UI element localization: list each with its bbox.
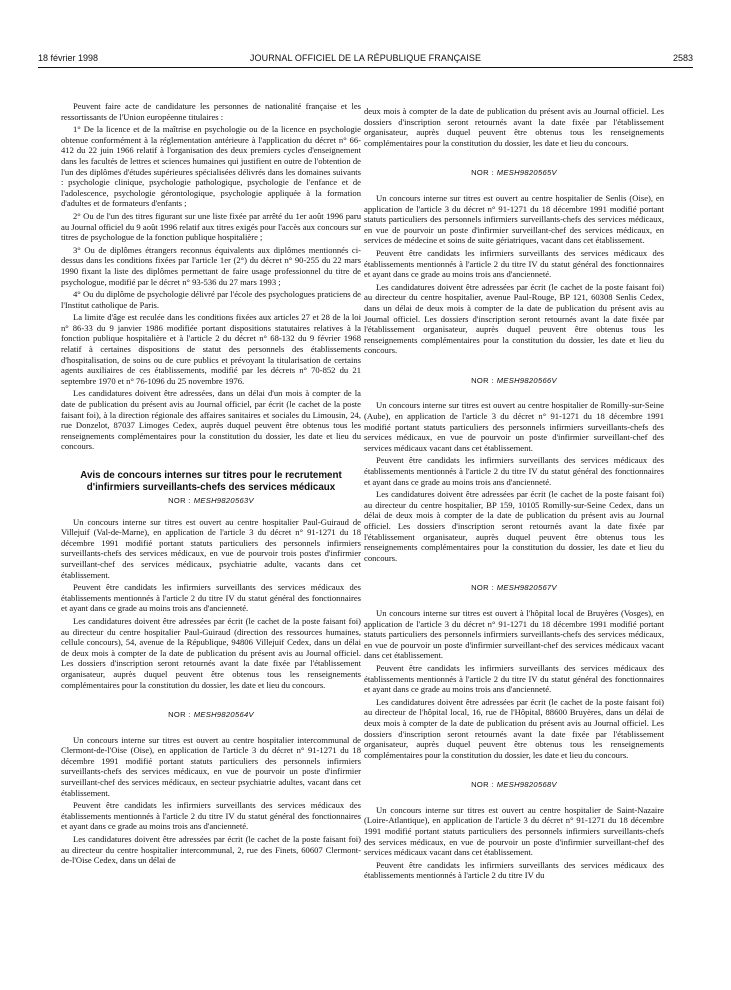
- paragraph: Les candidatures doivent être adressées par écrit (le cachet de la poste faisant foi) au directeur du centre hospitalier Paul-Guiraud (direction des ressources humaines, cellule concours), 54, avenue de la République, 94806 Villejuif Cedex, dans un délai de deux mois à compter de la date de publication du présent avis au Journal officiel. Les dossiers d'inscription seront retournés avant la date fixée par l'établissement organisateur, auprès duquel peuvent être obtenus tous les renseignements complémentaires pour la constitution du dossier, les date et lieu du concours.: [61, 615, 361, 690]
- paragraph: La limite d'âge est reculée dans les conditions fixées aux articles 27 et 28 de la loi n° 86-33 du 9 janvier 1986 modifiée portant dispositions statutaires relatives à la fonction publique hospitalière et à l'article 2 du décret n° 68-132 du 9 février 1968 relatif à certaines dispositions de statut des personnels des établissements d'hospitalisation, de soins ou de cure publics et prévoyant la titularisation de certains agents auxiliaires de ces établissements, modifié par les décrets n° 70-852 du 21 septembre 1970 et n° 76-1096 du 25 novembre 1976.: [61, 312, 361, 386]
- nor-reference: [61, 496, 361, 507]
- paragraph: Les candidatures doivent être adressées par écrit (le cachet de la poste faisant foi) au directeur du centre hospitalier, avenue Paul-Rouge, BP 121, 60308 Senlis Cedex, dans un délai de deux mois à compter de la date de publication du présent avis au Journal officiel. Les dossiers d'inscription seront retournés avant la date fixée par l'établissement organisateur, auprès duquel peuvent être obtenus tous les renseignements complémentaires pour la constitution du dossier, les date et lieu du concours.: [364, 281, 664, 356]
- nor-reference: [364, 376, 664, 387]
- paragraph: Peuvent être candidats les infirmiers surveillants des services médicaux des établissements mentionnés à l'article 2 du titre IV du: [364, 859, 664, 881]
- paragraph: Un concours interne sur titres est ouvert au centre hospitalier de Senlis (Oise), en application de l'article 3 du décret n° 91-1271 du 18 décembre 1991 modifié portant statuts particuliers des personnels infirmiers surveillants-chefs des services médicaux, en vue de pourvoir un poste d'infirmier surveillant-chef des services médicaux, en services de médecine et soins de suite gériatriques, vacant dans cet établissement.: [364, 192, 664, 246]
- paragraph: Un concours interne sur titres est ouvert au centre hospitalier de Romilly-sur-Seine (Aube), en application de l'article 3 du décret n° 91-1271 du 18 décembre 1991 modifié portant statuts particuliers des personnels infirmiers surveillants-chefs des services médicaux, en vue de pourvoir un poste d'infirmier surveillant-chef des services médicaux vacant dans cet établissement.: [364, 400, 664, 453]
- paragraph: 4° Ou du diplôme de psychologie délivré par l'école des psychologues praticiens de l'Institut catholique de Paris.: [61, 289, 361, 310]
- paragraph: Peuvent être candidats les infirmiers surveillants des services médicaux des établissements mentionnés à l'article 2 du titre IV du statut général des fonctionnaires et ayant dans ce grade au moins trois ans d'ancienneté.: [364, 662, 664, 695]
- paragraph: Un concours interne sur titres est ouvert au centre hospitalier Paul-Guiraud de Villejuif (Val-de-Marne), en application de l'article 3 du décret n° 91-1271 du 18 décembre 1991 modifié portant statuts particuliers des personnels infirmiers surveillants-chefs des services médicaux, en vue de pourvoir trois postes d'infirmier surveillant-chef des services médicaux, psychiatrie adulte, vacants dans cet établissement.: [61, 516, 361, 580]
- paragraph: deux mois à compter de la date de publication du présent avis au Journal officiel. Les dossiers d'inscription seront retournés avant la date fixée par l'établissement organisateur, auprès duquel peuvent être obtenus tous les renseignements complémentaires pour la constitution du dossier, les date et lieu du concours.: [364, 106, 664, 148]
- paragraph: 2° Ou de l'un des titres figurant sur une liste fixée par arrêté du 1er août 1996 paru au Journal officiel du 9 août 1996 relatif aux titres exigés pour l'accès aux concours sur titres de psychologue de la fonction publique hospitalière ;: [61, 210, 361, 243]
- page-number: 2583: [672, 53, 693, 63]
- nor-code: MESH9820565V: [496, 168, 557, 178]
- nor-code: MESH9820568V: [496, 780, 557, 790]
- nor-label: NOR :: [168, 496, 191, 505]
- nor-code: MESH9820566V: [496, 375, 557, 385]
- paragraph: Peuvent être candidats les infirmiers surveillants des services médicaux des établissements mentionnés à l'article 2 du titre IV du statut général des fonctionnaires et ayant dans ce grade au moins trois ans d'ancienneté.: [364, 455, 664, 487]
- header-date: 18 février 1998: [38, 53, 99, 63]
- nor-reference: [364, 780, 664, 791]
- paragraph: Peuvent être candidats les infirmiers surveillants des services médicaux des établissements mentionnés à l'article 2 du titre IV du statut général des fonctionnaires et ayant dans ce grade au moins trois ans d'ancienneté.: [61, 800, 361, 832]
- journal-title: JOURNAL OFFICIEL DE LA RÉPUBLIQUE FRANÇAISE: [249, 53, 482, 63]
- nor-label: NOR :: [471, 583, 494, 593]
- page-header: [38, 53, 693, 67]
- paragraph: Peuvent être candidats les infirmiers surveillants des services médicaux des établissements mentionnés à l'article 2 du titre IV du statut général des fonctionnaires et ayant dans ce grade au moins trois ans d'ancienneté.: [61, 582, 361, 614]
- paragraph: Les candidatures doivent être adressées, dans un délai d'un mois à compter de la date de publication du présent avis au Journal officiel, par écrit (le cachet de la poste faisant foi), à la direction régionale des affaires sanitaires et sociales du Limousin, 24, rue Donzelot, 87037 Limoges Cedex, auprès duquel peuvent être obtenus tous les renseignements complémentaires pour la constitution du dossier, les date et lieu du concours.: [61, 388, 361, 452]
- paragraph: 1° De la licence et de la maîtrise en psychologie ou de la licence en psychologie obtenue conformément à la réglementation antérieure à l'application du décret n° 66-412 du 22 juin 1966 relatif à l'organisation des deux premiers cycles d'enseignement dans les facultés de lettres et sciences humaines qui justifient en outre de l'obtention de l'un des diplômes d'études supérieures spécialisées délivrés dans les domaines suivants : psychologie clinique, psychologie pathologique, psychologie de l'enfance et de l'adolescence, psychologie gérontologique, psychologie appliquée à la formation d'adultes et de formateurs d'enfants ;: [61, 124, 361, 209]
- header-rule: [38, 67, 693, 68]
- paragraph: Peuvent faire acte de candidature les personnes de nationalité française et les ressortissants de l'Union européenne titulaires :: [61, 101, 361, 122]
- nor-reference: [61, 710, 361, 721]
- nor-label: NOR :: [471, 780, 494, 790]
- paragraph: Les candidatures doivent être adressées par écrit (le cachet de la poste faisant foi) au directeur du centre hospitalier, BP 159, 10105 Romilly-sur-Seine Cedex, dans un délai de deux mois à compter de la date de publication du présent avis au Journal officiel. Les dossiers d'inscription seront retournés avant la date fixée par l'établissement organisateur, auprès duquel peuvent être obtenus tous les renseignements complémentaires pour la constitution du dossier, les date et lieu du concours.: [364, 489, 664, 563]
- paragraph: Un concours interne sur titres est ouvert à l'hôpital local de Bruyères (Vosges), en application de l'article 3 du décret n° 91-1271 du 18 décembre 1991 modifié portant statuts particuliers des personnels infirmiers surveillants-chefs des services médicaux, en vue de pourvoir un poste d'infirmier surveillant-chef des services médicaux vacant dans cet établissement.: [364, 607, 664, 661]
- paragraph: Les candidatures doivent être adressées par écrit (le cachet de la poste faisant foi) au directeur du centre hospitalier intercommunal, 2, rue des Finets, 60607 Clermont-de-l'Oise Cedex, dans un délai de: [61, 834, 361, 866]
- section-title: Avis de concours internes sur titres pour le recrutement d'infirmiers surveillants-chefs des services médicaux: [80, 470, 342, 493]
- paragraph: Un concours interne sur titres est ouvert au centre hospitalier de Saint-Nazaire (Loire-Atlantique), en application de l'article 3 du décret n° 91-1271 du 18 décembre 1991 modifié portant statuts particuliers des personnels infirmiers surveillants-chefs des services médicaux, en vue de pourvoir un poste d'infirmier surveillant-chef des services médicaux vacant dans cet établissement.: [364, 804, 664, 858]
- nor-code: MESH9820567V: [496, 583, 557, 593]
- nor-code: MESH9820564V: [193, 710, 254, 720]
- nor-label: NOR :: [471, 375, 494, 385]
- left-column: [61, 101, 361, 868]
- paragraph: Un concours interne sur titres est ouvert au centre hospitalier intercommunal de Clermont-de-l'Oise (Oise), en application de l'article 3 du décret n° 91-1271 du 18 décembre 1991 modifié portant statuts particuliers des personnels infirmiers surveillants-chefs des services médicaux, en vue de pourvoir un poste d'infirmier surveillant-chef des services médicaux, en secteur psychiatrie adultes, vacant dans cet établissement.: [61, 734, 361, 798]
- nor-reference: [364, 168, 664, 179]
- nor-label: NOR :: [471, 168, 494, 178]
- nor-code: MESH9820563V: [193, 496, 254, 505]
- nor-reference: [364, 583, 664, 594]
- paragraph: 3° Ou de diplômes étrangers reconnus équivalents aux diplômes mentionnés ci-dessus dans les conditions fixées par l'article 1er (2°) du décret n° 90-255 du 22 mars 1990 fixant la liste des diplômes permettant de faire usage professionnel du titre de psychologue, modifié par le décret n° 93-536 du 27 mars 1993 ;: [61, 244, 361, 287]
- paragraph: Les candidatures doivent être adressées par écrit (le cachet de la poste faisant foi) au directeur de l'hôpital local, 16, rue de l'Hôpital, 88600 Bruyères, dans un délai de deux mois à compter de la date de publication du présent avis au Journal officiel. Les dossiers d'inscription seront retournés avant la date fixée par l'établissement organisateur, auprès duquel peuvent être obtenus tous les renseignements complémentaires pour la constitution du dossier, les date et lieu du concours.: [364, 696, 664, 760]
- paragraph: Peuvent être candidats les infirmiers surveillants des services médicaux des établissements mentionnés à l'article 2 du titre IV du statut général des fonctionnaires et ayant dans ce grade au moins trois ans d'ancienneté.: [364, 247, 664, 280]
- right-column: [364, 106, 664, 883]
- nor-label: NOR :: [168, 710, 191, 720]
